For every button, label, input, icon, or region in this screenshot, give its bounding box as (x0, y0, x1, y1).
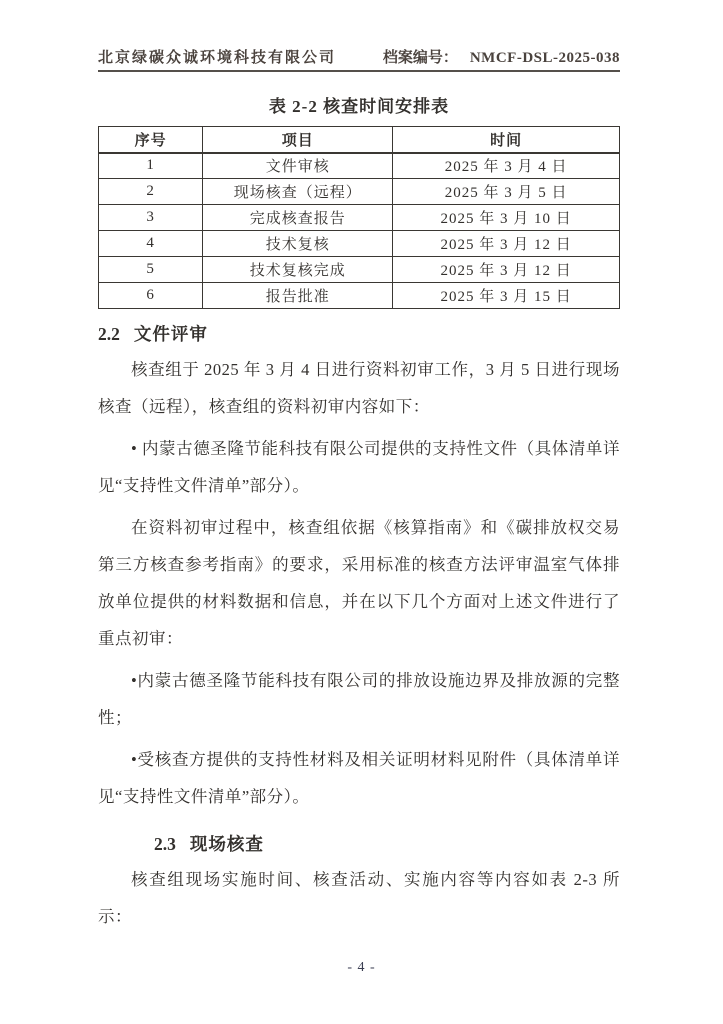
table-title: 表 2-2 核查时间安排表 (268, 97, 450, 116)
section-heading-2-3 (154, 831, 620, 856)
verification-schedule-table (98, 126, 620, 309)
cell-item: 现场核查（远程） (203, 179, 393, 205)
section-number: 2.3 (154, 834, 176, 854)
table-row (99, 179, 620, 205)
paragraph: 核查组于 2025 年 3 月 4 日进行资料初审工作，3 月 5 日进行现场核查（远程），核查组的资料初审内容如下： (98, 360, 620, 416)
header-rule (98, 70, 620, 72)
table-row (99, 205, 620, 231)
cell-item: 完成核查报告 (203, 205, 393, 231)
table-header-row (99, 127, 620, 153)
cell-no: 1 (99, 153, 203, 179)
archive-number-value: NMCF-DSL-2025-038 (469, 50, 620, 66)
column-header-no: 序号 (99, 127, 203, 153)
section-title: 现场核查 (189, 834, 264, 854)
cell-no: 5 (99, 257, 203, 283)
cell-item: 报告批准 (203, 283, 393, 309)
table-row (99, 153, 620, 179)
section-number: 2.2 (98, 324, 120, 344)
table-row (99, 283, 620, 309)
archive-number-label: 档案编号： (382, 50, 458, 66)
cell-item: 文件审核 (203, 153, 393, 179)
cell-date: 2025 年 3 月 10 日 (393, 205, 620, 231)
cell-no: 3 (99, 205, 203, 231)
table-row (99, 257, 620, 283)
paragraph: 在资料初审过程中，核查组依据《核算指南》和《碳排放权交易第三方核查参考指南》的要求，采用标准的核查方法评审温室气体排放单位提供的材料数据和信息，并在以下几个方面对上述文件进行了重点初审： (98, 518, 620, 648)
cell-no: 2 (99, 179, 203, 205)
paragraph: 核查组现场实施时间、核查活动、实施内容等内容如表 2-3 所示： (98, 870, 620, 926)
bullet-paragraph: •受核查方提供的支持性材料及相关证明材料见附件（具体清单详见“支持性文件清单”部分）。 (98, 750, 620, 806)
company-name: 北京绿碳众诚环境科技有限公司 (98, 50, 337, 66)
cell-no: 6 (99, 283, 203, 309)
cell-date: 2025 年 3 月 15 日 (393, 283, 620, 309)
section-title: 文件评审 (133, 324, 208, 344)
cell-no: 4 (99, 231, 203, 257)
cell-date: 2025 年 3 月 4 日 (393, 153, 620, 179)
table-row (99, 231, 620, 257)
column-header-item: 项目 (203, 127, 393, 153)
column-header-date: 时间 (393, 127, 620, 153)
cell-item: 技术复核完成 (203, 257, 393, 283)
bullet-paragraph: • 内蒙古德圣隆节能科技有限公司提供的支持性文件（具体清单详见“支持性文件清单”部分）。 (98, 439, 620, 495)
archive-number-group (383, 46, 620, 67)
cell-date: 2025 年 3 月 12 日 (393, 257, 620, 283)
section-heading-2-2 (98, 321, 620, 346)
cell-date: 2025 年 3 月 5 日 (393, 179, 620, 205)
cell-date: 2025 年 3 月 12 日 (393, 231, 620, 257)
bullet-paragraph: •内蒙古德圣隆节能科技有限公司的排放设施边界及排放源的完整性； (98, 671, 620, 727)
page-header (98, 46, 620, 67)
page-number: - 4 - (347, 960, 376, 975)
cell-item: 技术复核 (203, 231, 393, 257)
